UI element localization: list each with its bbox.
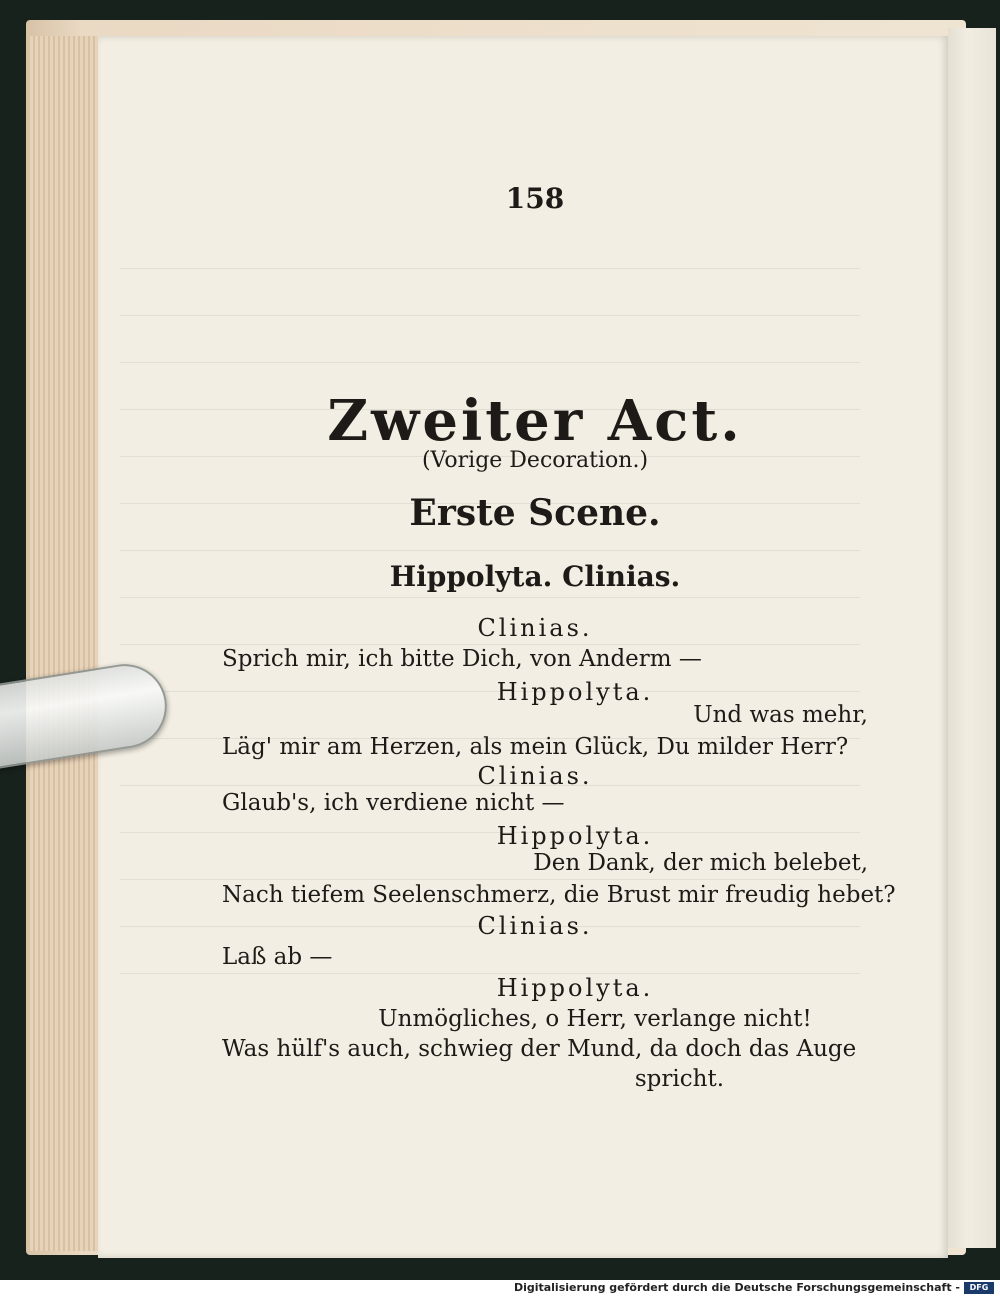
verse-line: Läg' mir am Herzen, als mein Glück, Du milder Herr? xyxy=(222,734,849,760)
character-list: Hippolyta. Clinias. xyxy=(389,560,681,593)
act-heading: Zweiter Act. xyxy=(327,388,743,454)
verse-line: spricht. xyxy=(634,1066,724,1092)
speaker-name: Clinias. xyxy=(477,912,593,940)
verse-line: Sprich mir, ich bitte Dich, von Anderm — xyxy=(222,646,702,672)
footer-credit: Digitalisierung gefördert durch die Deutsche Forschungsgemeinschaft - xyxy=(513,1281,960,1294)
speaker-name: Clinias. xyxy=(477,762,593,790)
verse-line: Glaub's, ich verdiene nicht — xyxy=(222,790,565,816)
verse-line: Laß ab — xyxy=(222,944,333,970)
speaker-name: Hippolyta. xyxy=(496,822,654,850)
dfg-logo: DFG xyxy=(964,1282,994,1294)
scene-heading: Erste Scene. xyxy=(409,492,661,534)
speaker-name: Hippolyta. xyxy=(496,678,654,706)
stage-direction: (Vorige Decoration.) xyxy=(421,448,649,473)
verse-line: Den Dank, der mich belebet, xyxy=(533,850,868,876)
speaker-name: Hippolyta. xyxy=(496,974,654,1002)
verse-line: Und was mehr, xyxy=(693,702,868,728)
verse-line: Nach tiefem Seelenschmerz, die Brust mir freudig hebet? xyxy=(222,882,896,908)
page-edges xyxy=(30,36,100,1251)
verse-line: Unmögliches, o Herr, verlange nicht! xyxy=(378,1006,812,1032)
page-number: 158 xyxy=(505,182,565,215)
speaker-name: Clinias. xyxy=(477,614,593,642)
footer-bar xyxy=(0,1280,1000,1297)
verse-line: Was hülf's auch, schwieg der Mund, da doch das Auge xyxy=(222,1036,857,1062)
